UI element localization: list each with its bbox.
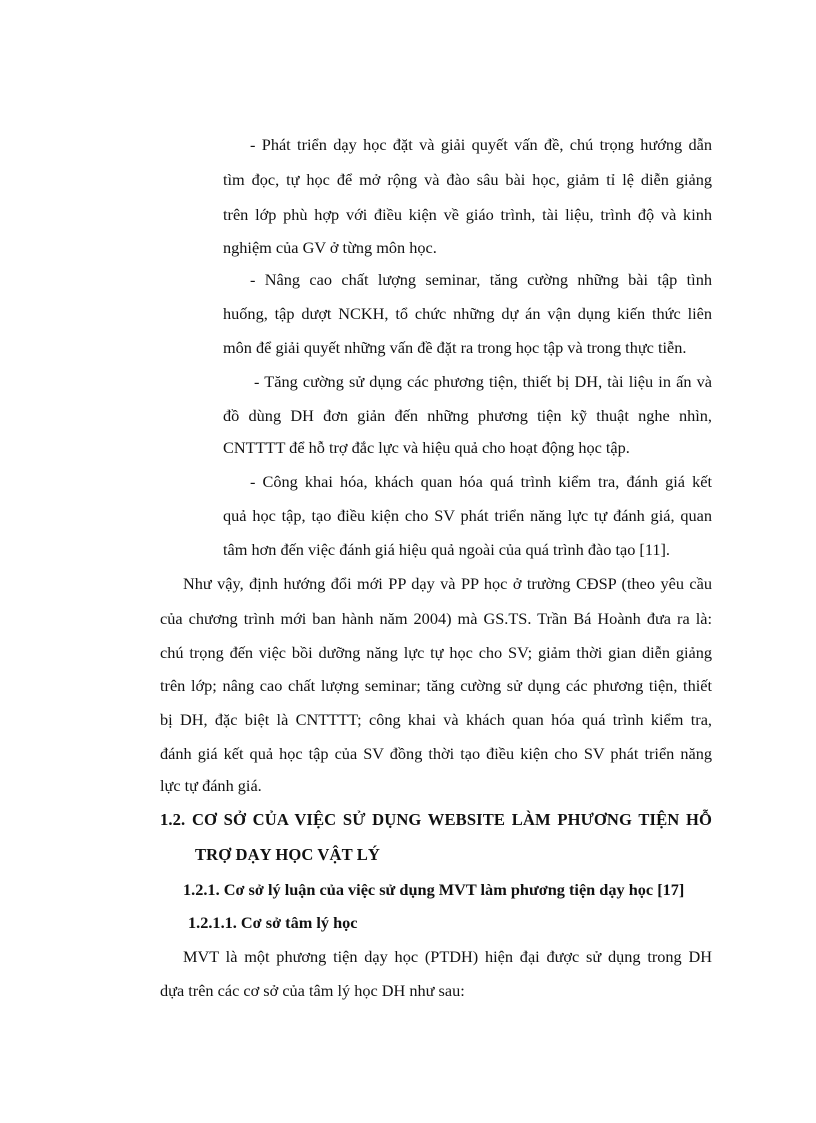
subsection-heading-1-2-1: 1.2.1. Cơ sở lý luận của việc sử dụng MVT làm phương tiện dạy học [17]	[183, 880, 685, 899]
closing-line-1: MVT là một phương tiện dạy học (PTDH) hiện đại được sử dụng trong DH	[183, 947, 712, 966]
bullet-2-line-1: - Nâng cao chất lượng seminar, tăng cường những bài tập tình	[250, 270, 712, 289]
bullet-1-line-4: nghiệm của GV ở từng môn học.	[223, 238, 437, 257]
summary-line-7: lực tự đánh giá.	[160, 776, 262, 795]
summary-line-5: bị DH, đặc biệt là CNTTTT; công khai và khách quan hóa quá trình kiểm tra,	[160, 710, 712, 729]
bullet-4-line-3: tâm hơn đến việc đánh giá hiệu quả ngoài của quá trình đào tạo [11].	[223, 540, 671, 559]
bullet-1-line-1: - Phát triển dạy học đặt và giải quyết vấn đề, chú trọng hướng dẫn	[250, 135, 712, 154]
summary-line-3: chú trọng đến việc bồi dưỡng năng lực tự học cho SV; giảm thời gian diễn giảng	[160, 643, 712, 662]
bullet-4-line-1: - Công khai hóa, khách quan hóa quá trình kiểm tra, đánh giá kết	[250, 472, 712, 491]
summary-line-1: Như vậy, định hướng đổi mới PP dạy và PP học ở trường CĐSP (theo yêu cầu	[183, 574, 712, 593]
summary-line-4: trên lớp; nâng cao chất lượng seminar; tăng cường sử dụng các phương tiện, thiết	[160, 676, 712, 695]
summary-line-2: của chương trình mới ban hành năm 2004) mà GS.TS. Trần Bá Hoành đưa ra là:	[160, 609, 712, 628]
section-heading-1-2-line-1: 1.2. CƠ SỞ CỦA VIỆC SỬ DỤNG WEBSITE LÀM PHƯƠNG TIỆN HỖ	[160, 810, 712, 829]
bullet-3-line-2: đồ dùng DH đơn giản đến những phương tiện kỹ thuật nghe nhìn,	[223, 406, 712, 425]
bullet-1-line-3: trên lớp phù hợp với điều kiện về giáo trình, tài liệu, trình độ và kinh	[223, 205, 712, 224]
subsection-heading-1-2-1-1: 1.2.1.1. Cơ sở tâm lý học	[188, 913, 358, 932]
bullet-2-line-2: huống, tập dượt NCKH, tổ chức những dự án vận dụng kiến thức liên	[223, 304, 712, 323]
bullet-1-line-2: tìm đọc, tự học để mở rộng và đào sâu bài học, giảm tỉ lệ diễn giảng	[223, 170, 712, 189]
summary-line-6: đánh giá kết quả học tập của SV đồng thời tạo điều kiện cho SV phát triển năng	[160, 744, 712, 763]
section-heading-1-2-line-2: TRỢ DẠY HỌC VẬT LÝ	[195, 845, 380, 864]
closing-line-2: dựa trên các cơ sở của tâm lý học DH như sau:	[160, 981, 465, 1000]
bullet-3-line-3: CNTTTT để hỗ trợ đắc lực và hiệu quả cho hoạt động học tập.	[223, 438, 630, 457]
bullet-4-line-2: quả học tập, tạo điều kiện cho SV phát triển năng lực tự đánh giá, quan	[223, 506, 712, 525]
bullet-3-line-1: - Tăng cường sử dụng các phương tiện, thiết bị DH, tài liệu in ấn và	[254, 372, 712, 391]
bullet-2-line-3: môn để giải quyết những vấn đề đặt ra trong học tập và trong thực tiễn.	[223, 338, 687, 357]
